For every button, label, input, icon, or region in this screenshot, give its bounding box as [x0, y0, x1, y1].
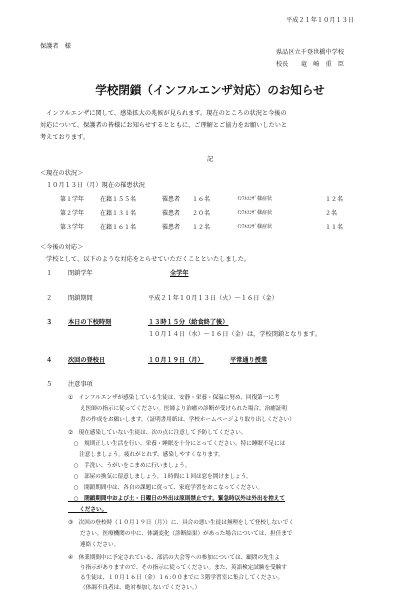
note-4-line: り指示がありますので、その指示に従ってください。また、英語検定試験を受験す [80, 565, 287, 571]
note-1-line: 書の作成をお願いします。（証明書用紙は、学校ホームページより取り出しください） [80, 417, 295, 423]
response-heading: ＜今後の対応＞ [40, 244, 84, 251]
note-3-line: ださい。医療機関の中に、体調変化（診断結果）があった場合については、担任まで [80, 531, 293, 537]
status-row [0, 211, 420, 219]
recipient: 保護者 様 [40, 43, 71, 50]
note-4-line: る生徒は、１０月１６日（金）１６:００までに３階学習室に集合してください。 [80, 575, 284, 581]
item-number: １ [46, 270, 53, 277]
item-label: 閉鎖期間 [68, 295, 93, 302]
grade: 第３学年 [60, 224, 85, 231]
status-subheading: １０月１３日（月）現在の罹患状況 [46, 182, 145, 189]
item-value-detail: １０月１４日（水）～１６日（金）は、学校閉鎖となります。 [148, 331, 321, 338]
note-1-line: ① インフルエンザが感染している生徒は、安静・栄養・保温に努め、回復第一に考 [68, 395, 280, 401]
sick-label: 罹患者 [162, 196, 181, 203]
symptom-note: ｲﾝﾌﾙｴﾝｻﾞ様症状 [237, 210, 273, 216]
item-value: １３時１５分（給食終了後） [148, 319, 229, 326]
item-value: 平成２１年１０月１３日（火）～１６日（金） [148, 295, 278, 302]
note-2-line: 注意しましょう。疲れがとれず、感染しやすくなります。 [68, 452, 224, 458]
item-number: ５ [46, 381, 53, 388]
enrolled: 在籍１５５名 [100, 196, 137, 203]
enrolled: 在籍１３１名 [100, 210, 137, 217]
note-3-line: 連絡ください。 [80, 542, 120, 548]
note-2-line: ○ 閉鎖期間中は、各自の課題に従って、家庭学習をおこなってください。 [68, 485, 263, 491]
status-row [0, 225, 420, 233]
status-row [0, 197, 420, 205]
principal-name: 校長 竜 崎 重 臣 [276, 61, 345, 68]
symptom-note: ｲﾝﾌﾙｴﾝｻﾞ様症状 [237, 224, 273, 230]
sick-label: 罹患者 [162, 210, 181, 217]
grade: 第２学年 [60, 210, 85, 217]
sick-label: 罹患者 [162, 224, 181, 231]
symptom-count: １２名 [325, 196, 344, 203]
item-number: ２ [46, 295, 53, 302]
sick-count: １６名 [192, 196, 211, 203]
note-2-line: ○ 手洗い、うがいをこまめに行いましょう。 [68, 463, 191, 469]
note-4-line: ④ 休業期間中に予定されている、部活の大会等への参加については、顧問の先生よ [68, 555, 280, 561]
note-2-line: ② 現在感染していない生徒は、次の点に注意して予防してください。 [68, 430, 247, 436]
intro-line-3: 考えております。 [40, 134, 90, 141]
document-date: 平成２１年１０月１３日 [286, 17, 355, 24]
note-2-line: ○ 規則正しい生活を行い、栄養・睡眠を十分にとってください。特に睡眠不足には [68, 441, 286, 447]
intro-line-2: 対応について、保護者の皆様にお知らせするとともに、ご理解とご協力をお願いしたいと [40, 122, 288, 129]
status-heading: ＜現在の状況＞ [40, 170, 84, 177]
grade: 第１学年 [60, 196, 85, 203]
note-2-warning: ○ 閉鎖期間中および土・日曜日の外出は原則禁止です。緊急時以外は外出を控えて [68, 496, 285, 502]
item-label: 本日の下校時刻 [68, 319, 112, 326]
item-number: ４ [46, 357, 53, 364]
item-label: 注意事項 [68, 381, 93, 388]
response-lead: 学校として、以下のような対応をとらせていただくことといたしました。 [40, 256, 251, 263]
symptom-count: ２名 [325, 210, 338, 217]
enrolled: 在籍１６１名 [100, 224, 137, 231]
school-name: 県品区立千登世橋中学校 [276, 49, 345, 56]
intro-line-1: インフルエンザに関して、感染拡大の兆候が見られます。現在のところの状況と今後の [40, 110, 287, 117]
sick-count: ２０名 [192, 210, 211, 217]
item-value: １０月１９日（月） [148, 357, 204, 364]
ki-mark: 記 [206, 156, 214, 163]
note-3-line: ③ 次回の登校時（１０月１９日（月））に、具合の悪い生徒は無理をして登校しないでく [68, 520, 294, 526]
note-4-line: （体調不良者は、絶対参加しないでください。） [80, 585, 201, 591]
item-label: 閉鎖学年 [68, 270, 93, 277]
item-number: ３ [46, 319, 53, 326]
document-title: 学校閉鎖（インフルエンザ対応）のお知らせ [95, 83, 325, 97]
symptom-count: １１名 [325, 224, 344, 231]
sick-count: １２名 [192, 224, 211, 231]
item-value-suffix: 平常通り授業 [230, 357, 268, 364]
note-2-warning: ください。 [68, 507, 108, 513]
note-1-line: え医師の指示に従ってください。医師より治癒の診断が受けられた場合、治癒証明 [80, 406, 287, 412]
symptom-note: ｲﾝﾌﾙｴﾝｻﾞ様症状 [237, 196, 273, 202]
item-value: 全学年 [170, 270, 189, 277]
note-2-line: ○ 部屋の換気に留意しましょう。１時間に１回は窓を開けましょう。 [68, 474, 252, 480]
item-label: 次回の登校日 [68, 357, 106, 364]
